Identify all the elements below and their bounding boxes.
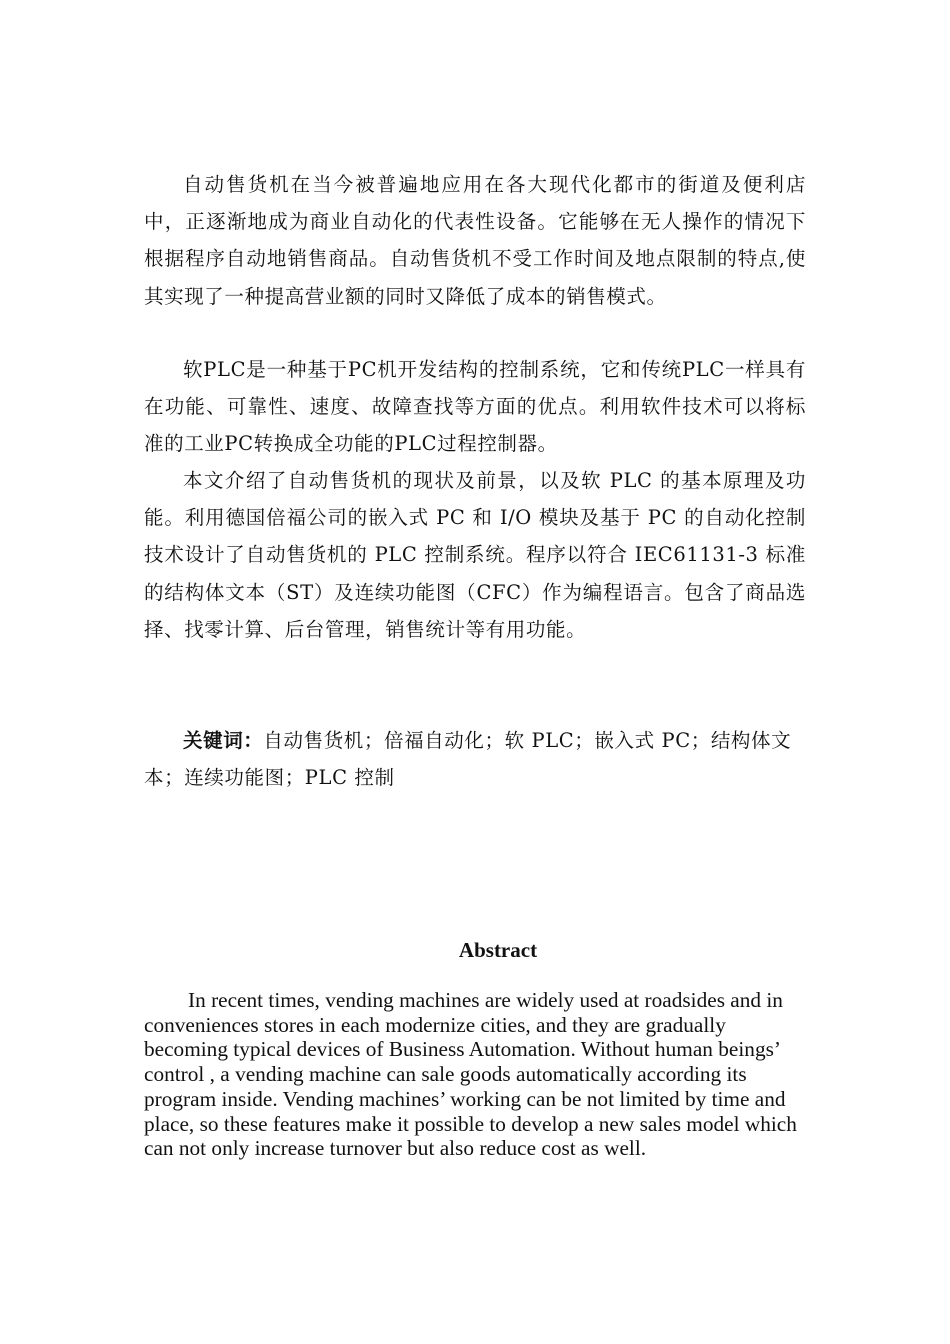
paragraph-text: 本文介绍了自动售货机的现状及前景，以及软 PLC 的基本原理及功能。利用德国倍福公司的嵌入式 PC 和 I/O 模块及基于 PC 的自动化控制技术设计了自动售货机的 PLC 控制系统。程序以符合 IEC61131-3 标准的结构体文本（ST）及连续功能图（CFC）作为编程语言。包含了商品选择、找零计算、后台管理，销售统计等有用功能。 [144,469,806,641]
keywords-text: 自动售货机；倍福自动化；软 PLC；嵌入式 PC；结构体文本；连续功能图；PLC 控制 [144,729,792,790]
abstract-body: In recent times, vending machines are widely used at roadsides and in conveniences stores in each modernize cities, and they are gradually becoming typical devices of Business Automation. Without human beings’ control , a vending machine can sale goods automatically according its program inside. Vending machines’ working can be not limited by time and place, so these features make it possible to develop a new sales model which can not only increase turnover but also reduce cost as well. [144,988,797,1161]
keywords-line [144,722,806,796]
paragraph-text: 软PLC是一种基于PC机开发结构的控制系统，它和传统PLC一样具有在功能、可靠性、速度、故障查找等方面的优点。利用软件技术可以将标准的工业PC转换成全功能的PLC过程控制器。 [144,358,806,456]
chinese-abstract-paragraph-3 [144,462,806,648]
chinese-abstract-paragraph-2 [144,351,806,463]
chinese-abstract-paragraph-1 [144,166,806,315]
keywords-label: 关键词： [183,729,264,752]
paragraph-text: 自动售货机在当今被普遍地应用在各大现代化都市的街道及便利店中，正逐渐地成为商业自动化的代表性设备。它能够在无人操作的情况下根据程序自动地销售商品。自动售货机不受工作时间及地点限制的特点,使其实现了一种提高营业额的同时又降低了成本的销售模式。 [144,173,806,308]
abstract-title: Abstract [458,938,538,962]
